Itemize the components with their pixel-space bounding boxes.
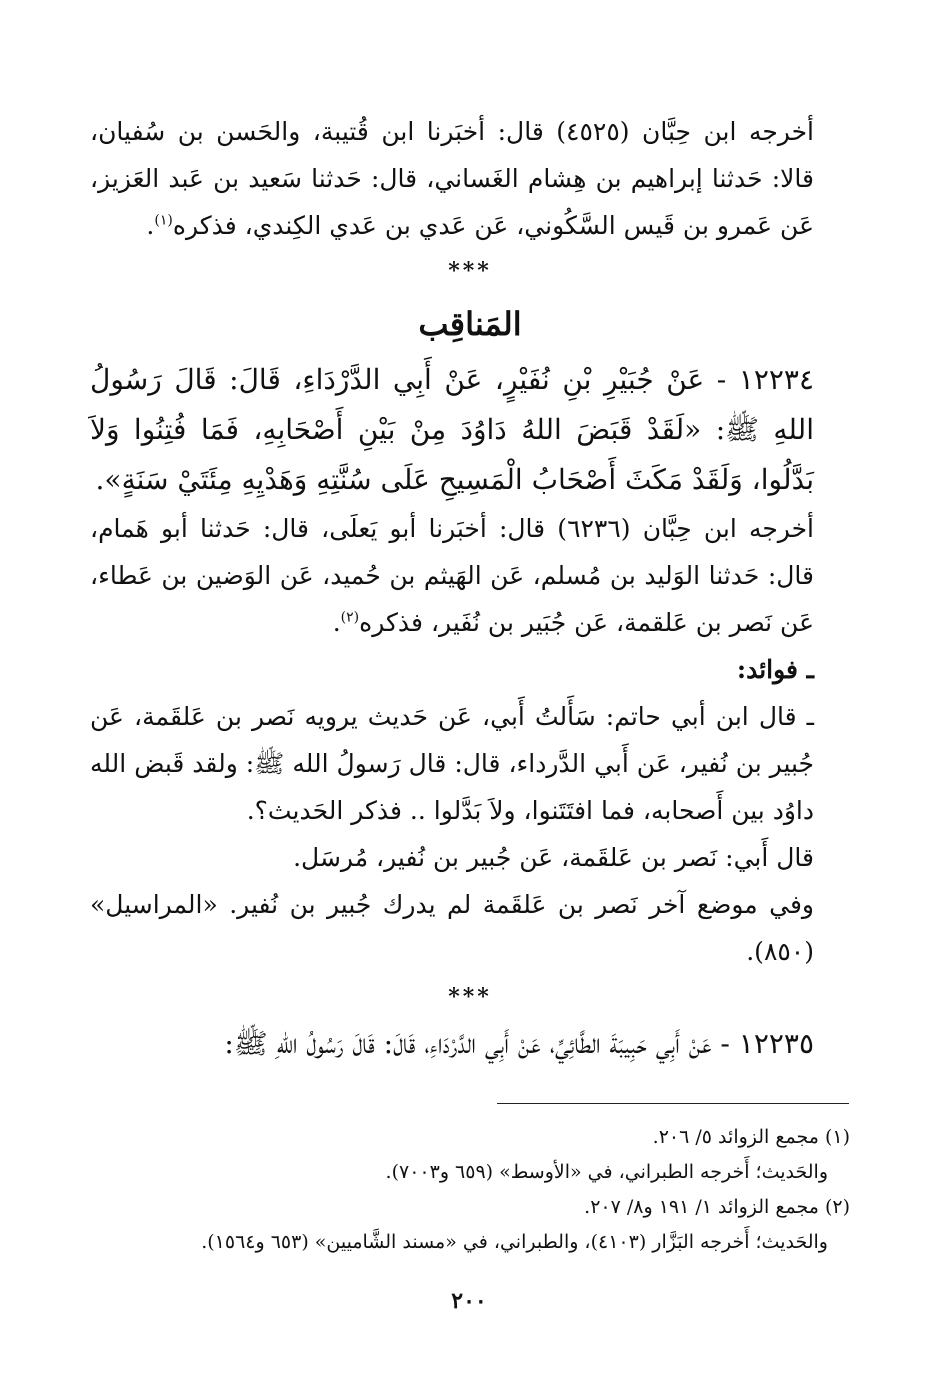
footnote-2-detail: والحَديث؛ أَخرجه البَزَّار (٤١٠٣)، والطبراني، في «مسند الشَّاميين» (٦٥٣ و١٥٦٤). (201, 1231, 828, 1253)
page-number: ٢٠٠ (451, 1288, 487, 1314)
page-body (90, 108, 850, 1069)
takhrij-text-1: أخرجه ابن حِبَّان (٤٥٢٥) قال: أخبَرنا ابن قُتيبة، والحَسن بن سُفيان، قالا: حَدثنا إبراهيم بن هِشام الغَساني، قال: حَدثنا سَعيد بن عَبد العَزيز، عَن عَمرو بن قَيس السَّكُوني، عَن عَدي بن عَدي الكِندي، فذكره (90, 117, 814, 240)
fawaid-heading: ـ فوائد: (736, 655, 814, 684)
takhrij-period-2: . (332, 608, 341, 637)
footnote-2-source: (٢) مجمع الزوائد ١/ ١٩١ و٨/ ٢٠٧. (584, 1196, 850, 1218)
takhrij-paragraph-1 (90, 108, 850, 249)
footnote-ref-2[interactable]: (٢) (340, 609, 360, 626)
footnote-ref-1[interactable]: (١) (154, 212, 173, 229)
separator-stars-2: *** (448, 984, 492, 1010)
takhrij-text-2: أخرجه ابن حِبَّان (٦٢٣٦) قال: أخبَرنا أبو يَعلَى، قال: حَدثنا أبو هَمام، قال: حَدثنا الوَليد بن مُسلم، عَن الهَيثم بن حُميد، عَن الوَضين بن عَطاء، عَن نَصر بن عَلقمة، عَن جُبَير بن نُفَير، فذكره (90, 514, 814, 637)
fawaid-paragraph-2: قال أَبي: نَصر بن عَلقَمة، عَن جُبير بن نُفير، مُرسَل. (293, 843, 814, 872)
fawaid-paragraph-1: ـ قال ابن أبي حاتم: سَأَلتُ أَبي، عَن حَديث يرويه نَصر بن عَلقَمة، عَن جُبير بن نُفير، عَن أَبي الدَّرداء، قال: قال رَسولُ الله ﷺ: ولقد قَبض الله داوُد بين أَصحابه، فما افتَتَنوا، ولاَ بَدَّلوا .. فذكر الحَديث؟. (90, 702, 814, 825)
footnotes (90, 1120, 850, 1260)
hadith-12234: ١٢٢٣٤ - عَنْ جُبَيْرِ بْنِ نُفَيْرٍ، عَنْ أَبِي الدَّرْدَاءِ، قَالَ: قَالَ رَسُولُ اللهِ ﷺ: «لَقَدْ قَبَضَ اللهُ دَاوُدَ مِنْ بَيْنِ أَصْحَابِهِ، فَمَا فُتِنُوا وَلاَ بَدَّلُوا، وَلَقَدْ مَكَثَ أَصْحَابُ الْمَسِيحِ عَلَى سُنَّتِهِ وَهَدْيِهِ مِئَتَيْ سَنَةٍ». (90, 363, 814, 496)
footnote-1-source: (١) مجمع الزوائد ٥/ ٢٠٦. (652, 1126, 850, 1148)
fawaid-paragraph-3: وفي موضع آخر نَصر بن عَلقَمة لم يدرك جُبير بن نُفير. «المراسيل» (٨٥٠). (90, 890, 814, 966)
takhrij-paragraph-2 (90, 505, 850, 646)
hadith-12235: ١٢٢٣٥ - عَنْ أَبِي حَبِيبَةَ الطَّائِيِّ، عَنْ أَبِي الدَّرْدَاءِ، قَالَ: قَالَ رَسُولُ اللهِ ﷺ: (224, 1027, 814, 1060)
separator-stars-1: *** (448, 258, 492, 284)
takhrij-period-1: . (146, 211, 155, 240)
footnote-divider (497, 1103, 849, 1104)
footnote-1-detail: والحَديث؛ أَخرجه الطبراني، في «الأوسط» (٦٥٩ و٧٠٠٣). (385, 1161, 828, 1183)
section-title: المَناقِب (418, 305, 522, 343)
